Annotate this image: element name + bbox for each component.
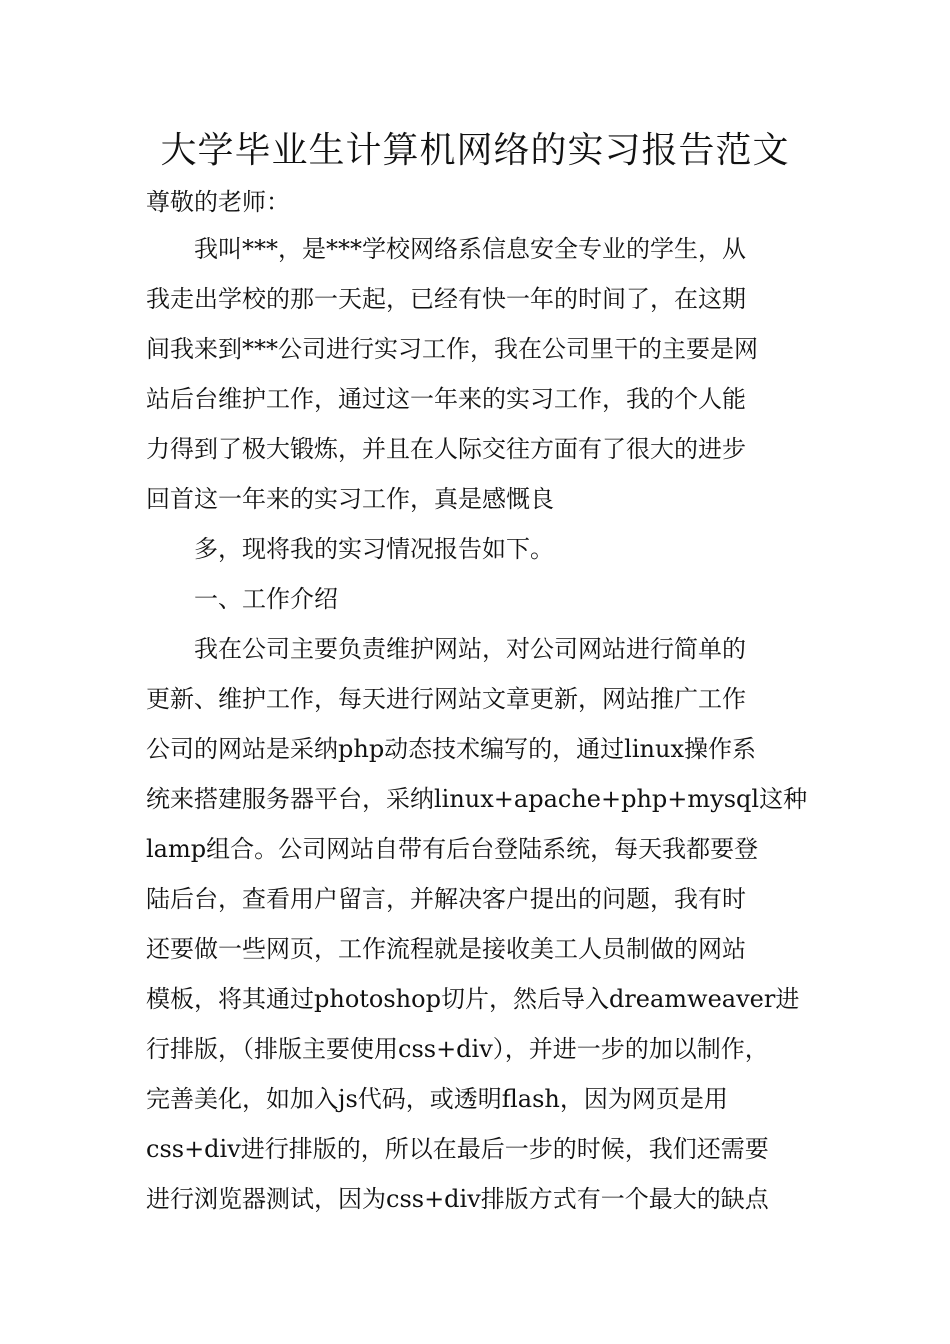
section-heading: 一、工作介绍 xyxy=(194,585,338,613)
body-line: 陆后台，查看用户留言，并解决客户提出的问题，我有时 xyxy=(146,885,746,913)
body-line: 更新、维护工作，每天进行网站文章更新，网站推广工作 xyxy=(146,685,746,713)
body-line: 多，现将我的实习情况报告如下。 xyxy=(194,535,554,563)
body-line: 公司的网站是采纳php动态技术编写的，通过linux操作系 xyxy=(146,735,756,763)
body-line: css+div进行排版的，所以在最后一步的时候，我们还需要 xyxy=(146,1135,769,1163)
body-line: 行排版，（排版主要使用css+div），并进一步的加以制作， xyxy=(146,1035,769,1063)
body-line: 力得到了极大锻炼，并且在人际交往方面有了很大的进步 xyxy=(146,435,746,463)
body-line: 我走出学校的那一天起，已经有快一年的时间了，在这期 xyxy=(146,285,746,313)
body-line: lamp组合。公司网站自带有后台登陆系统，每天我都要登 xyxy=(146,835,759,863)
body-line: 我叫***，是***学校网络系信息安全专业的学生，从 xyxy=(194,235,746,263)
body-line: 间我来到***公司进行实习工作，我在公司里干的主要是网 xyxy=(146,335,758,363)
body-line: 进行浏览器测试，因为css+div排版方式有一个最大的缺点 xyxy=(146,1185,769,1213)
body-line: 统来搭建服务器平台，采纳linux+apache+php+mysql这种 xyxy=(146,785,808,813)
body-line: 模板，将其通过photoshop切片，然后导入dreamweaver进 xyxy=(146,985,800,1013)
document-title: 大学毕业生计算机网络的实习报告范文 xyxy=(160,130,790,171)
body-line: 还要做一些网页，工作流程就是接收美工人员制做的网站 xyxy=(146,935,746,963)
body-line: 站后台维护工作，通过这一年来的实习工作，我的个人能 xyxy=(146,385,746,413)
body-line: 我在公司主要负责维护网站，对公司网站进行简单的 xyxy=(194,635,746,663)
body-line: 完善美化，如加入js代码，或透明flash，因为网页是用 xyxy=(146,1085,728,1113)
body-line: 回首这一年来的实习工作，真是感慨良 xyxy=(146,485,554,513)
salutation: 尊敬的老师： xyxy=(146,188,290,216)
